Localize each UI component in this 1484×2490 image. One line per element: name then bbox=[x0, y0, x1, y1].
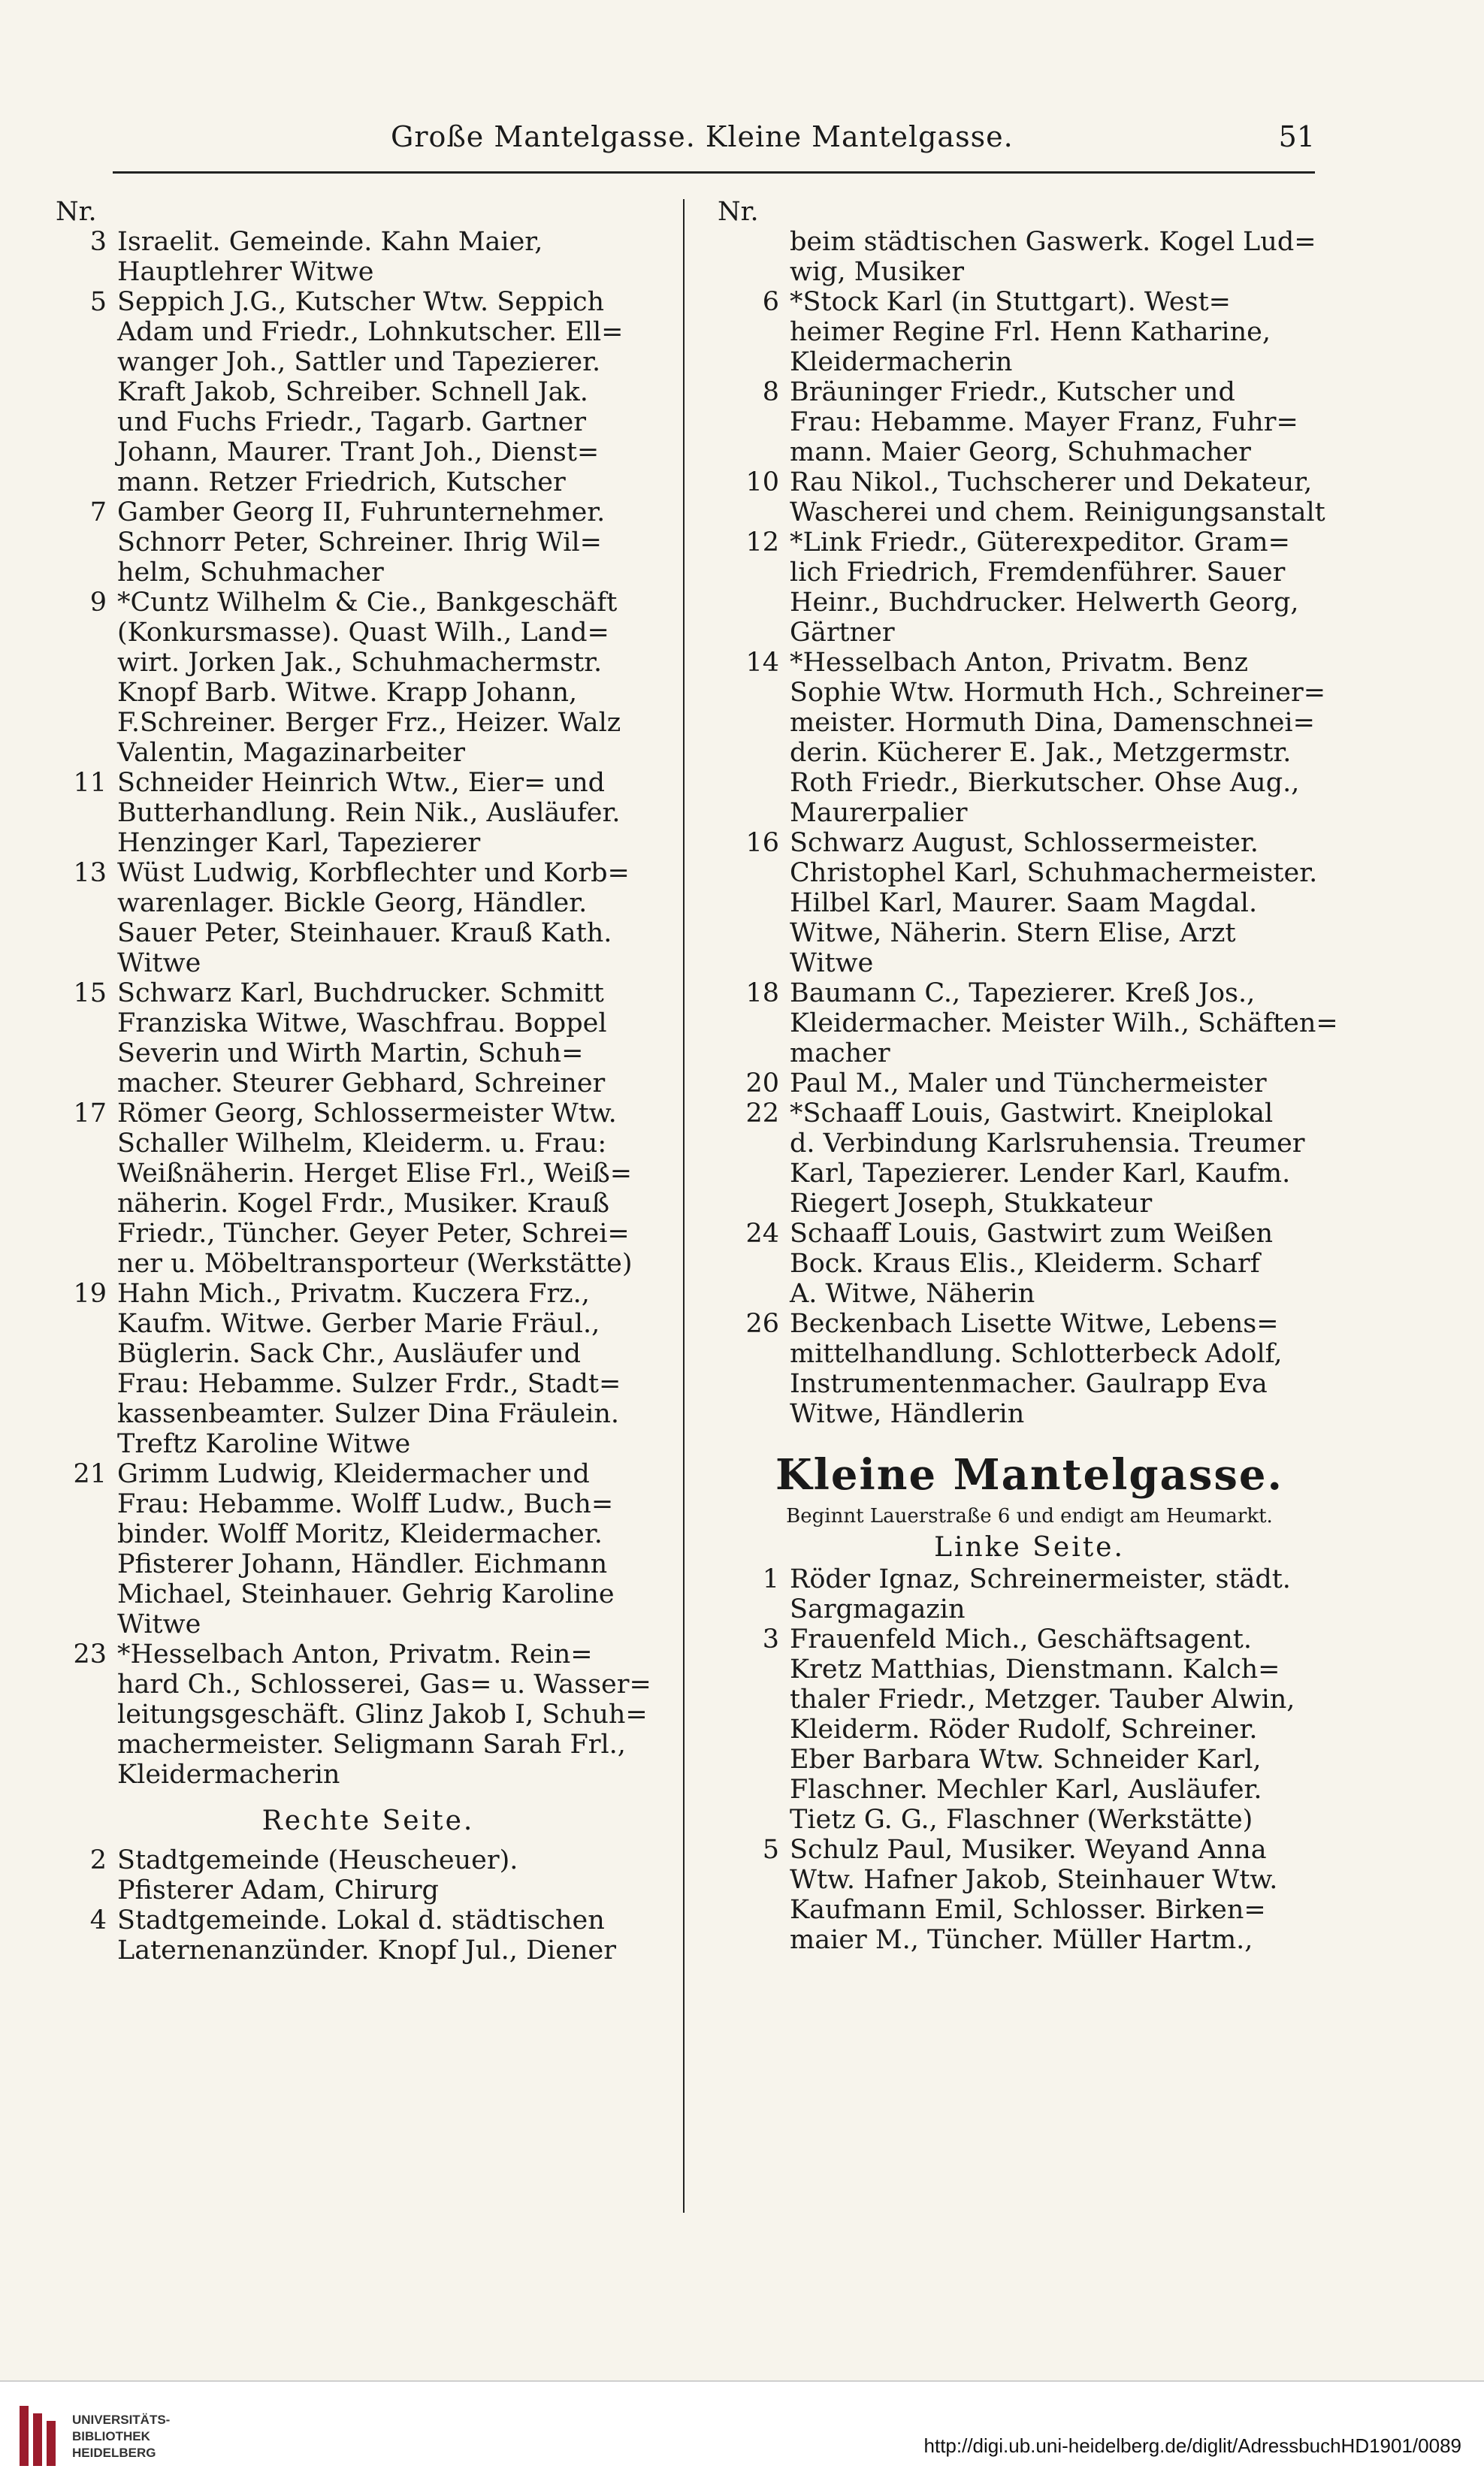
entry-text: Butterhandlung. Rein Nik., Ausläufer. bbox=[117, 798, 621, 828]
page-number: 51 bbox=[1278, 120, 1315, 153]
entry-text: Pfisterer Adam, Chirurg bbox=[117, 1875, 439, 1905]
entry-line bbox=[45, 1369, 691, 1399]
entry-line bbox=[718, 888, 1341, 918]
entry-text: Riegert Joseph, Stukkateur bbox=[790, 1189, 1153, 1219]
entry-text: Adam und Friedr., Lohnkutscher. Ell= bbox=[117, 317, 624, 347]
entry-text: Friedr., Tüncher. Geyer Peter, Schrei= bbox=[117, 1219, 630, 1249]
entry-line bbox=[718, 1564, 1341, 1594]
entry-line bbox=[45, 708, 691, 738]
footer-bar bbox=[0, 2380, 1484, 2490]
entry-line bbox=[718, 1098, 1341, 1129]
house-number: 13 bbox=[73, 858, 107, 888]
house-number: 19 bbox=[73, 1279, 107, 1309]
entry-line bbox=[718, 978, 1341, 1008]
entry-line bbox=[45, 497, 691, 527]
entry-line bbox=[45, 527, 691, 558]
entry-text: Grimm Ludwig, Kleidermacher und bbox=[117, 1459, 590, 1489]
entry-text: Büglerin. Sack Chr., Ausläufer und bbox=[117, 1339, 582, 1369]
entry-text: Christophel Karl, Schuhmachermeister. bbox=[790, 858, 1318, 888]
house-number: 26 bbox=[745, 1309, 779, 1339]
entry-text: Gärtner bbox=[790, 618, 895, 648]
entry-line bbox=[718, 1925, 1341, 1955]
house-number: 9 bbox=[89, 588, 107, 618]
entry-line bbox=[45, 1159, 691, 1189]
entry-text: warenlager. Bickle Georg, Händler. bbox=[117, 888, 588, 918]
entry-text: Kaufmann Emil, Schlosser. Birken= bbox=[790, 1895, 1266, 1925]
entry-text: Weißnäherin. Herget Elise Frl., Weiß= bbox=[117, 1159, 633, 1189]
entry-text: *Hesselbach Anton, Privatm. Rein= bbox=[117, 1639, 593, 1670]
entry-text: Schaaff Louis, Gastwirt zum Weißen bbox=[790, 1219, 1273, 1249]
column-label: Nr. bbox=[718, 197, 759, 227]
entry-text: Frau: Hebamme. Mayer Franz, Fuhr= bbox=[790, 407, 1298, 437]
entry-text: näherin. Kogel Frdr., Musiker. Krauß bbox=[117, 1189, 610, 1219]
entry-text: Seppich J.G., Kutscher Wtw. Seppich bbox=[117, 287, 605, 317]
entry-text: mann. Maier Georg, Schuhmacher bbox=[790, 437, 1251, 467]
entry-text: Kretz Matthias, Dienstmann. Kalch= bbox=[790, 1654, 1280, 1685]
house-number: 16 bbox=[745, 828, 779, 858]
entry-line bbox=[718, 1654, 1341, 1685]
entry-text: *Stock Karl (in Stuttgart). West= bbox=[790, 287, 1232, 317]
column-label: Nr. bbox=[56, 197, 97, 227]
entry-line bbox=[45, 1459, 691, 1489]
entry-line bbox=[718, 918, 1341, 948]
entry-line bbox=[45, 1639, 691, 1670]
entry-line bbox=[45, 1399, 691, 1429]
entry-line bbox=[718, 407, 1341, 437]
entry-line bbox=[45, 1935, 691, 1966]
entry-text: Knopf Barb. Witwe. Krapp Johann, bbox=[117, 678, 578, 708]
entry-line bbox=[718, 708, 1341, 738]
entry-text: Laternenanzünder. Knopf Jul., Diener bbox=[117, 1935, 616, 1966]
library-logo-text: UNIVERSITÄTS- BIBLIOTHEK HEIDELBERG bbox=[72, 2413, 171, 2460]
entry-line bbox=[718, 467, 1341, 497]
entry-line bbox=[45, 588, 691, 618]
entry-text: Eber Barbara Wtw. Schneider Karl, bbox=[790, 1745, 1262, 1775]
section-title: Kleine Mantelgasse. bbox=[775, 1450, 1284, 1500]
entry-line bbox=[45, 1008, 691, 1038]
house-number: 24 bbox=[745, 1219, 779, 1249]
entry-line bbox=[718, 497, 1341, 527]
entry-text: Sargmagazin bbox=[790, 1594, 966, 1624]
header-rule bbox=[113, 171, 1315, 174]
entry-text: Beckenbach Lisette Witwe, Lebens= bbox=[790, 1309, 1279, 1339]
house-number: 3 bbox=[89, 227, 107, 257]
entry-text: Sauer Peter, Steinhauer. Krauß Kath. bbox=[117, 918, 612, 948]
house-number: 2 bbox=[89, 1845, 107, 1875]
header-title: Große Mantelgasse. Kleine Mantelgasse. bbox=[391, 120, 1014, 153]
entry-text: Witwe, Händlerin bbox=[790, 1399, 1025, 1429]
house-number: 17 bbox=[73, 1098, 107, 1129]
entry-line bbox=[718, 347, 1341, 377]
entry-text: Witwe, Näherin. Stern Elise, Arzt bbox=[790, 918, 1236, 948]
entry-line bbox=[718, 317, 1341, 347]
house-number: 6 bbox=[762, 287, 779, 317]
entry-text: F.Schreiner. Berger Frz., Heizer. Walz bbox=[117, 708, 621, 738]
page-header bbox=[113, 113, 1315, 165]
entry-line bbox=[45, 1309, 691, 1339]
entry-text: Schneider Heinrich Wtw., Eier= und bbox=[117, 768, 606, 798]
entry-text: Heinr., Buchdrucker. Helwerth Georg, bbox=[790, 588, 1299, 618]
entry-text: *Cuntz Wilhelm & Cie., Bankgeschäft bbox=[117, 588, 618, 618]
entry-line bbox=[45, 1875, 691, 1905]
library-logo-icon bbox=[15, 2398, 65, 2473]
entry-text: Instrumentenmacher. Gaulrapp Eva bbox=[790, 1369, 1268, 1399]
entry-line bbox=[718, 1219, 1341, 1249]
entry-line bbox=[45, 1905, 691, 1935]
entry-text: Gamber Georg II, Fuhrunternehmer. bbox=[117, 497, 606, 527]
entry-line bbox=[718, 1159, 1341, 1189]
entry-line bbox=[718, 798, 1341, 828]
entry-line bbox=[718, 828, 1341, 858]
entry-line bbox=[45, 768, 691, 798]
entry-text: Kleidermacher. Meister Wilh., Schäften= bbox=[790, 1008, 1338, 1038]
house-number: 15 bbox=[73, 978, 107, 1008]
entry-text: d. Verbindung Karlsruhensia. Treumer bbox=[790, 1129, 1305, 1159]
entry-text: Pfisterer Johann, Händler. Eichmann bbox=[117, 1549, 608, 1579]
entry-text: Michael, Steinhauer. Gehrig Karoline bbox=[117, 1579, 615, 1609]
entry-line bbox=[45, 437, 691, 467]
entry-text: Israelit. Gemeinde. Kahn Maier, bbox=[117, 227, 543, 257]
entry-text: Sophie Wtw. Hormuth Hch., Schreiner= bbox=[790, 678, 1326, 708]
section-subtitle: Beginnt Lauerstraße 6 und endigt am Heumarkt. bbox=[786, 1505, 1273, 1528]
entry-text: Maurerpalier bbox=[790, 798, 968, 828]
entry-text: Hahn Mich., Privatm. Kuczera Frz., bbox=[117, 1279, 590, 1309]
entry-text: (Konkursmasse). Quast Wilh., Land= bbox=[117, 618, 609, 648]
entry-text: Röder Ignaz, Schreinermeister, städt. bbox=[790, 1564, 1291, 1594]
entry-line bbox=[718, 1008, 1341, 1038]
entry-line bbox=[718, 1068, 1341, 1098]
entry-line bbox=[718, 948, 1341, 978]
entry-text: Kleiderm. Röder Rudolf, Schreiner. bbox=[790, 1715, 1258, 1745]
source-url: http://digi.ub.uni-heidelberg.de/diglit/AdressbuchHD1901/0089 bbox=[923, 2434, 1461, 2457]
entry-line bbox=[718, 1865, 1341, 1895]
entry-line bbox=[45, 1579, 691, 1609]
entry-text: hard Ch., Schlosserei, Gas= u. Wasser= bbox=[117, 1670, 651, 1700]
entry-line bbox=[45, 1429, 691, 1459]
entry-line bbox=[45, 1519, 691, 1549]
entry-text: Treftz Karoline Witwe bbox=[117, 1429, 411, 1459]
entry-text: Schnorr Peter, Schreiner. Ihrig Wil= bbox=[117, 527, 602, 558]
entry-text: *Schaaff Louis, Gastwirt. Kneiplokal bbox=[790, 1098, 1274, 1129]
entry-line bbox=[718, 1279, 1341, 1309]
entry-line bbox=[45, 467, 691, 497]
house-number: 1 bbox=[762, 1564, 779, 1594]
entry-line bbox=[718, 1309, 1341, 1339]
entry-text: Schwarz Karl, Buchdrucker. Schmitt bbox=[117, 978, 604, 1008]
entry-line bbox=[45, 1760, 691, 1790]
entry-line bbox=[45, 1129, 691, 1159]
entry-line bbox=[45, 948, 691, 978]
entry-line bbox=[718, 1369, 1341, 1399]
entry-line bbox=[45, 978, 691, 1008]
entry-text: Schulz Paul, Musiker. Weyand Anna bbox=[790, 1835, 1267, 1865]
house-number: 23 bbox=[73, 1639, 107, 1670]
entry-line bbox=[45, 828, 691, 858]
entry-line bbox=[45, 1700, 691, 1730]
entry-line bbox=[45, 888, 691, 918]
entry-text: Stadtgemeinde. Lokal d. städtischen bbox=[117, 1905, 605, 1935]
house-number: 21 bbox=[73, 1459, 107, 1489]
entry-text: und Fuchs Friedr., Tagarb. Gartner bbox=[117, 407, 587, 437]
entry-line bbox=[45, 1249, 691, 1279]
entry-line bbox=[45, 1068, 691, 1098]
entry-line bbox=[718, 588, 1341, 618]
entry-text: *Link Friedr., Güterexpeditor. Gram= bbox=[790, 527, 1290, 558]
entry-line bbox=[718, 858, 1341, 888]
entry-line bbox=[718, 1775, 1341, 1805]
entry-text: mittelhandlung. Schlotterbeck Adolf, bbox=[790, 1339, 1283, 1369]
house-number: 8 bbox=[762, 377, 779, 407]
left-column bbox=[45, 197, 691, 1966]
entry-text: Schwarz August, Schlossermeister. bbox=[790, 828, 1259, 858]
entry-text: Tietz G. G., Flaschner (Werkstätte) bbox=[790, 1805, 1253, 1835]
entry-line bbox=[45, 1609, 691, 1639]
house-number: 5 bbox=[762, 1835, 779, 1865]
house-number: 5 bbox=[89, 287, 107, 317]
entry-text: ner u. Möbeltransporteur (Werkstätte) bbox=[117, 1249, 633, 1279]
house-number: 22 bbox=[745, 1098, 779, 1129]
entry-text: derin. Kücherer E. Jak., Metzgermstr. bbox=[790, 738, 1292, 768]
entry-line bbox=[718, 1399, 1341, 1429]
entry-text: wirt. Jorken Jak., Schuhmachermstr. bbox=[117, 648, 603, 678]
entry-line bbox=[45, 1219, 691, 1249]
entry-line bbox=[45, 1279, 691, 1309]
entry-line bbox=[718, 227, 1341, 257]
house-number: 3 bbox=[762, 1624, 779, 1654]
entry-line bbox=[45, 1189, 691, 1219]
entry-text: beim städtischen Gaswerk. Kogel Lud= bbox=[790, 227, 1316, 257]
entry-text: maier M., Tüncher. Müller Hartm., bbox=[790, 1925, 1253, 1955]
entry-text: Kleidermacherin bbox=[117, 1760, 340, 1790]
entry-text: Rau Nikol., Tuchscherer und Dekateur, bbox=[790, 467, 1313, 497]
entry-line bbox=[718, 1745, 1341, 1775]
entry-text: *Hesselbach Anton, Privatm. Benz bbox=[790, 648, 1248, 678]
entry-line bbox=[45, 798, 691, 828]
house-number: 18 bbox=[745, 978, 779, 1008]
entry-text: Franziska Witwe, Waschfrau. Boppel bbox=[117, 1008, 607, 1038]
entry-text: mann. Retzer Friedrich, Kutscher bbox=[117, 467, 566, 497]
entry-text: Schaller Wilhelm, Kleiderm. u. Frau: bbox=[117, 1129, 607, 1159]
entry-text: machermeister. Seligmann Sarah Frl., bbox=[117, 1730, 626, 1760]
entry-text: wanger Joh., Sattler und Tapezierer. bbox=[117, 347, 601, 377]
entry-text: Bräuninger Friedr., Kutscher und bbox=[790, 377, 1235, 407]
entry-text: Henzinger Karl, Tapezierer bbox=[117, 828, 481, 858]
subheading-rechte-seite: Rechte Seite. bbox=[261, 1806, 475, 1836]
entry-text: Kraft Jakob, Schreiber. Schnell Jak. bbox=[117, 377, 588, 407]
entry-text: Kleidermacherin bbox=[790, 347, 1013, 377]
entry-text: kassenbeamter. Sulzer Dina Fräulein. bbox=[117, 1399, 620, 1429]
entry-line bbox=[718, 1038, 1341, 1068]
entry-text: A. Witwe, Näherin bbox=[790, 1279, 1035, 1309]
entry-line bbox=[718, 1715, 1341, 1745]
entry-text: Baumann C., Tapezierer. Kreß Jos., bbox=[790, 978, 1256, 1008]
entry-line bbox=[45, 678, 691, 708]
entry-line bbox=[45, 558, 691, 588]
entry-text: Johann, Maurer. Trant Joh., Dienst= bbox=[117, 437, 600, 467]
entry-line bbox=[718, 257, 1341, 287]
entry-line bbox=[718, 1805, 1341, 1835]
entry-text: heimer Regine Frl. Henn Katharine, bbox=[790, 317, 1271, 347]
house-number: 14 bbox=[745, 648, 779, 678]
entry-text: Hauptlehrer Witwe bbox=[117, 257, 374, 287]
entry-line bbox=[45, 1339, 691, 1369]
entry-text: Frauenfeld Mich., Geschäftsagent. bbox=[790, 1624, 1252, 1654]
entry-text: thaler Friedr., Metzger. Tauber Alwin, bbox=[790, 1685, 1295, 1715]
entry-text: Bock. Kraus Elis., Kleiderm. Scharf bbox=[790, 1249, 1260, 1279]
entry-line bbox=[718, 648, 1341, 678]
entry-line bbox=[718, 287, 1341, 317]
entry-line bbox=[45, 317, 691, 347]
entry-line bbox=[45, 918, 691, 948]
entry-text: Römer Georg, Schlossermeister Wtw. bbox=[117, 1098, 617, 1129]
entry-text: Hilbel Karl, Maurer. Saam Magdal. bbox=[790, 888, 1258, 918]
entry-line bbox=[45, 347, 691, 377]
entry-line bbox=[718, 527, 1341, 558]
house-number: 7 bbox=[89, 497, 107, 527]
right-entries bbox=[718, 227, 1341, 1429]
entry-line bbox=[718, 1189, 1341, 1219]
entry-text: Wtw. Hafner Jakob, Steinhauer Wtw. bbox=[790, 1865, 1278, 1895]
entry-line bbox=[45, 377, 691, 407]
entry-line bbox=[45, 1489, 691, 1519]
entry-line bbox=[45, 1845, 691, 1875]
entry-line bbox=[718, 558, 1341, 588]
entry-text: Frau: Hebamme. Wolff Ludw., Buch= bbox=[117, 1489, 614, 1519]
entry-line bbox=[45, 227, 691, 257]
subheading-linke-seite: Linke Seite. bbox=[934, 1532, 1125, 1563]
entry-text: Paul M., Maler und Tünchermeister bbox=[790, 1068, 1267, 1098]
entry-line bbox=[718, 1594, 1341, 1624]
house-number: 20 bbox=[745, 1068, 779, 1098]
entry-text: Karl, Tapezierer. Lender Karl, Kaufm. bbox=[790, 1159, 1291, 1189]
entry-text: macher bbox=[790, 1038, 890, 1068]
entry-line bbox=[718, 738, 1341, 768]
right-column bbox=[718, 197, 1341, 1955]
entry-line bbox=[45, 1670, 691, 1700]
entry-line bbox=[45, 407, 691, 437]
entry-text: wig, Musiker bbox=[790, 257, 964, 287]
entry-line bbox=[718, 1339, 1341, 1369]
left-entries bbox=[45, 227, 691, 1790]
entry-line bbox=[45, 618, 691, 648]
entry-line bbox=[718, 1624, 1341, 1654]
entry-line bbox=[718, 1129, 1341, 1159]
entry-text: lich Friedrich, Fremdenführer. Sauer bbox=[790, 558, 1286, 588]
entry-line bbox=[718, 678, 1341, 708]
entry-text: Kaufm. Witwe. Gerber Marie Fräul., bbox=[117, 1309, 600, 1339]
entry-line bbox=[45, 738, 691, 768]
house-number: 12 bbox=[745, 527, 779, 558]
entry-line bbox=[718, 1835, 1341, 1865]
entry-text: Wüst Ludwig, Korbflechter und Korb= bbox=[117, 858, 630, 888]
entry-text: binder. Wolff Moritz, Kleidermacher. bbox=[117, 1519, 603, 1549]
entry-text: macher. Steurer Gebhard, Schreiner bbox=[117, 1068, 606, 1098]
entry-text: Valentin, Magazinarbeiter bbox=[117, 738, 465, 768]
entry-line bbox=[45, 648, 691, 678]
house-number: 11 bbox=[73, 768, 107, 798]
entry-line bbox=[45, 1098, 691, 1129]
entry-text: Witwe bbox=[117, 1609, 201, 1639]
entry-text: Witwe bbox=[790, 948, 874, 978]
entry-text: Roth Friedr., Bierkutscher. Ohse Aug., bbox=[790, 768, 1300, 798]
entry-line bbox=[45, 1730, 691, 1760]
entry-text: helm, Schuhmacher bbox=[117, 558, 384, 588]
entry-text: Wascherei und chem. Reinigungsanstalt bbox=[790, 497, 1325, 527]
entry-line bbox=[45, 1549, 691, 1579]
left-entries-2 bbox=[45, 1845, 691, 1966]
entry-line bbox=[45, 257, 691, 287]
entry-line bbox=[718, 618, 1341, 648]
entry-text: leitungsgeschäft. Glinz Jakob I, Schuh= bbox=[117, 1700, 648, 1730]
entry-line bbox=[718, 377, 1341, 407]
right-entries-2 bbox=[718, 1564, 1341, 1955]
entry-line bbox=[718, 1249, 1341, 1279]
entry-line bbox=[718, 437, 1341, 467]
entry-text: Stadtgemeinde (Heuscheuer). bbox=[117, 1845, 518, 1875]
entry-line bbox=[45, 287, 691, 317]
entry-text: Witwe bbox=[117, 948, 201, 978]
entry-line bbox=[718, 1895, 1341, 1925]
entry-line bbox=[718, 768, 1341, 798]
entry-text: Frau: Hebamme. Sulzer Frdr., Stadt= bbox=[117, 1369, 621, 1399]
entry-text: Severin und Wirth Martin, Schuh= bbox=[117, 1038, 584, 1068]
entry-line bbox=[718, 1685, 1341, 1715]
house-number: 4 bbox=[89, 1905, 107, 1935]
entry-line bbox=[45, 858, 691, 888]
entry-line bbox=[45, 1038, 691, 1068]
entry-text: meister. Hormuth Dina, Damenschnei= bbox=[790, 708, 1315, 738]
house-number: 10 bbox=[745, 467, 779, 497]
entry-text: Flaschner. Mechler Karl, Ausläufer. bbox=[790, 1775, 1262, 1805]
